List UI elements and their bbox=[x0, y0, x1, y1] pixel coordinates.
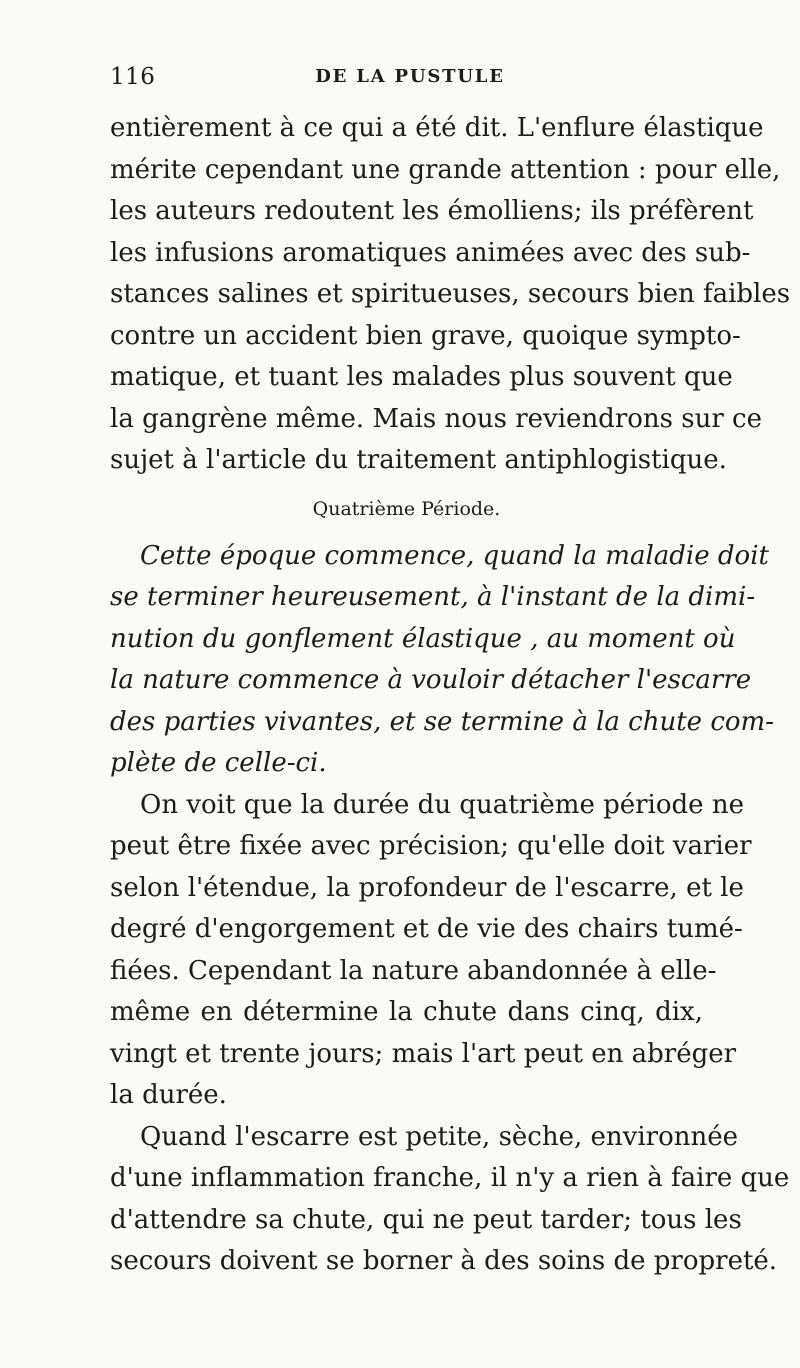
text-line: la durée. bbox=[110, 1080, 227, 1110]
text-line: On voit que la durée du quatrième période ne bbox=[140, 789, 744, 820]
text-line: des parties vivantes, et se termine à la chute com- bbox=[110, 706, 774, 737]
running-title: DE LA PUSTULE bbox=[315, 66, 505, 87]
text-block bbox=[110, 108, 791, 1283]
text-line: sujet à l'article du traitement antiphlogistique. bbox=[110, 445, 727, 475]
running-head bbox=[110, 64, 710, 92]
text-line: les infusions aromatiques animées avec des sub- bbox=[110, 237, 751, 268]
paragraph-2 bbox=[110, 785, 752, 1117]
text-line: d'attendre sa chute, qui ne peut tarder; tous les bbox=[110, 1204, 742, 1235]
text-line: vingt et trente jours; mais l'art peut en abréger bbox=[110, 1038, 737, 1069]
text-line: selon l'étendue, la profondeur de l'escarre, et le bbox=[110, 872, 744, 903]
italic-paragraph bbox=[110, 536, 774, 785]
paragraph-3 bbox=[110, 1117, 790, 1283]
text-line: même en détermine la chute dans cinq, dix, bbox=[110, 997, 703, 1027]
text-line: fiées. Cependant la nature abandonnée à elle- bbox=[110, 955, 717, 986]
paragraph-1 bbox=[110, 108, 791, 482]
text-line: degré d'engorgement et de vie des chairs tumé- bbox=[110, 914, 743, 944]
text-line: la gangrène même. Mais nous reviendrons sur ce bbox=[110, 403, 762, 434]
page-number: 116 bbox=[110, 64, 156, 90]
text-line: la nature commence à vouloir détacher l'escarre bbox=[110, 665, 752, 695]
section-heading: Quatrième Période. bbox=[312, 497, 501, 520]
text-line: secours doivent se borner à des soins de propreté. bbox=[110, 1246, 778, 1276]
text-line: mérite cependant une grande attention : pour elle, bbox=[110, 154, 781, 185]
text-line: peut être fixée avec précision; qu'elle doit varier bbox=[110, 831, 752, 861]
text-line: entièrement à ce qui a été dit. L'enflure élastique bbox=[110, 113, 764, 143]
text-line: se terminer heureusement, à l'instant de la dimi- bbox=[110, 582, 756, 612]
text-line: contre un accident bien grave, quoique sympto- bbox=[110, 320, 741, 351]
text-line: plète de celle-ci. bbox=[110, 748, 327, 778]
text-line: nution du gonflement élastique , au moment où bbox=[110, 623, 736, 654]
text-line: stances salines et spiritueuses, secours bien faibles bbox=[110, 279, 791, 309]
text-line: matique, et tuant les malades plus souvent que bbox=[110, 362, 733, 392]
text-line: d'une inflammation franche, il n'y a rien à faire que bbox=[110, 1163, 790, 1193]
text-line: Cette époque commence, quand la maladie doit bbox=[140, 540, 769, 571]
text-line: Quand l'escarre est petite, sèche, environnée bbox=[140, 1121, 739, 1152]
text-line: les auteurs redoutent les émolliens; ils préfèrent bbox=[110, 196, 754, 226]
